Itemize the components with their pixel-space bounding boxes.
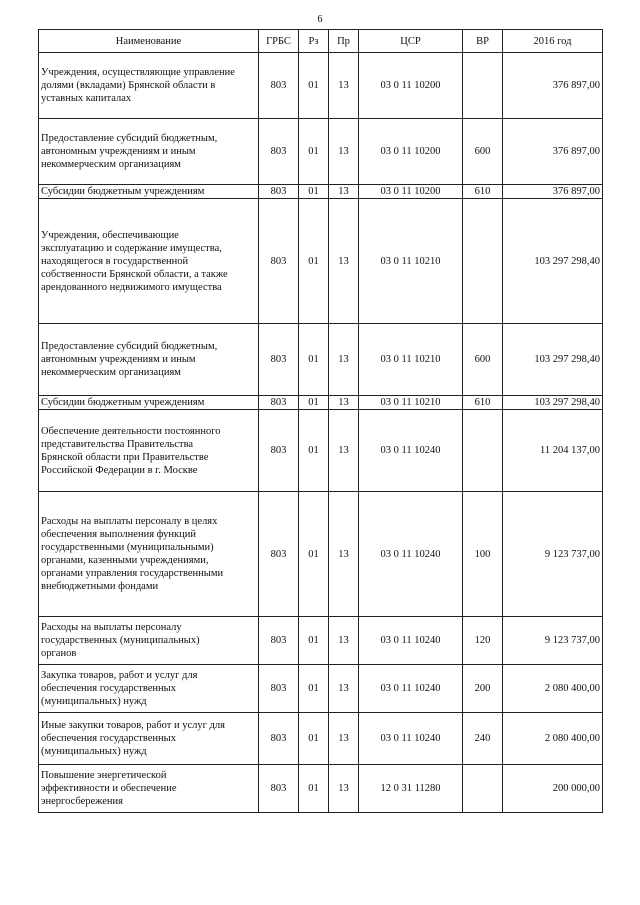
name-cell: Расходы на выплаты персоналу государственных (муниципальных) органов xyxy=(39,617,259,665)
vr-cell: 240 xyxy=(463,713,503,765)
pr-cell: 13 xyxy=(329,324,359,396)
table-body xyxy=(39,53,603,813)
name-cell: Субсидии бюджетным учреждениям xyxy=(39,185,259,199)
header-row xyxy=(39,30,603,53)
pr-cell: 13 xyxy=(329,410,359,492)
csr-cell: 03 0 11 10240 xyxy=(359,410,463,492)
vr-cell: 200 xyxy=(463,665,503,713)
csr-cell: 03 0 11 10200 xyxy=(359,119,463,185)
amount-cell: 376 897,00 xyxy=(503,119,603,185)
table-row xyxy=(39,119,603,185)
name-cell: Закупка товаров, работ и услуг для обеспечения государственных (муниципальных) нужд xyxy=(39,665,259,713)
header-amount: 2016 год xyxy=(503,30,603,53)
vr-cell xyxy=(463,765,503,813)
vr-cell: 120 xyxy=(463,617,503,665)
rz-cell: 01 xyxy=(299,665,329,713)
amount-cell: 376 897,00 xyxy=(503,53,603,119)
rz-cell: 01 xyxy=(299,713,329,765)
table-row xyxy=(39,199,603,324)
vr-cell: 610 xyxy=(463,396,503,410)
csr-cell: 03 0 11 10210 xyxy=(359,396,463,410)
pr-cell: 13 xyxy=(329,492,359,617)
rz-cell: 01 xyxy=(299,765,329,813)
grbs-cell: 803 xyxy=(259,410,299,492)
table-row xyxy=(39,324,603,396)
page-number: 6 xyxy=(317,14,323,25)
grbs-cell: 803 xyxy=(259,53,299,119)
vr-cell: 600 xyxy=(463,324,503,396)
pr-cell: 13 xyxy=(329,119,359,185)
grbs-cell: 803 xyxy=(259,665,299,713)
table-row xyxy=(39,53,603,119)
amount-cell: 9 123 737,00 xyxy=(503,617,603,665)
table-row xyxy=(39,665,603,713)
rz-cell: 01 xyxy=(299,119,329,185)
name-cell: Иные закупки товаров, работ и услуг для обеспечения государственных (муниципальных) нужд xyxy=(39,713,259,765)
grbs-cell: 803 xyxy=(259,492,299,617)
table-row xyxy=(39,617,603,665)
name-cell: Учреждения, обеспечивающие эксплуатацию и содержание имущества, находящегося в государственной собственности Брянской области, а также арендованного недвижимого имущества xyxy=(39,199,259,324)
name-cell: Предоставление субсидий бюджетным, автономным учреждениям и иным некоммерческим организациям xyxy=(39,324,259,396)
csr-cell: 03 0 11 10240 xyxy=(359,665,463,713)
name-cell: Повышение энергетической эффективности и обеспечение энергосбережения xyxy=(39,765,259,813)
header-vr: ВР xyxy=(463,30,503,53)
vr-cell xyxy=(463,410,503,492)
rz-cell: 01 xyxy=(299,324,329,396)
grbs-cell: 803 xyxy=(259,199,299,324)
csr-cell: 03 0 11 10240 xyxy=(359,713,463,765)
csr-cell: 03 0 11 10210 xyxy=(359,199,463,324)
grbs-cell: 803 xyxy=(259,396,299,410)
rz-cell: 01 xyxy=(299,199,329,324)
rz-cell: 01 xyxy=(299,396,329,410)
table-row xyxy=(39,185,603,199)
amount-cell: 2 080 400,00 xyxy=(503,713,603,765)
pr-cell: 13 xyxy=(329,396,359,410)
table-row xyxy=(39,713,603,765)
vr-cell xyxy=(463,199,503,324)
vr-cell: 600 xyxy=(463,119,503,185)
table-row xyxy=(39,765,603,813)
csr-cell: 03 0 11 10240 xyxy=(359,492,463,617)
pr-cell: 13 xyxy=(329,53,359,119)
rz-cell: 01 xyxy=(299,410,329,492)
pr-cell: 13 xyxy=(329,765,359,813)
csr-cell: 03 0 11 10240 xyxy=(359,617,463,665)
table-row xyxy=(39,410,603,492)
pr-cell: 13 xyxy=(329,665,359,713)
vr-cell: 100 xyxy=(463,492,503,617)
pr-cell: 13 xyxy=(329,713,359,765)
grbs-cell: 803 xyxy=(259,713,299,765)
pr-cell: 13 xyxy=(329,199,359,324)
grbs-cell: 803 xyxy=(259,185,299,199)
amount-cell: 11 204 137,00 xyxy=(503,410,603,492)
amount-cell: 103 297 298,40 xyxy=(503,199,603,324)
amount-cell: 2 080 400,00 xyxy=(503,665,603,713)
vr-cell xyxy=(463,53,503,119)
amount-cell: 9 123 737,00 xyxy=(503,492,603,617)
amount-cell: 103 297 298,40 xyxy=(503,396,603,410)
grbs-cell: 803 xyxy=(259,617,299,665)
grbs-cell: 803 xyxy=(259,119,299,185)
header-rz: Рз xyxy=(299,30,329,53)
rz-cell: 01 xyxy=(299,492,329,617)
csr-cell: 03 0 11 10210 xyxy=(359,324,463,396)
name-cell: Предоставление субсидий бюджетным, автономным учреждениям и иным некоммерческим организациям xyxy=(39,119,259,185)
csr-cell: 03 0 11 10200 xyxy=(359,53,463,119)
rz-cell: 01 xyxy=(299,53,329,119)
name-cell: Расходы на выплаты персоналу в целях обеспечения выполнения функций государственными (муниципальными) органами, казенными учреждениями, органами управления государственными внебюджетными фондами xyxy=(39,492,259,617)
rz-cell: 01 xyxy=(299,185,329,199)
table-row xyxy=(39,396,603,410)
name-cell: Учреждения, осуществляющие управление долями (вкладами) Брянской области в уставных капиталах xyxy=(39,53,259,119)
grbs-cell: 803 xyxy=(259,765,299,813)
csr-cell: 03 0 11 10200 xyxy=(359,185,463,199)
header-name: Наименование xyxy=(39,30,259,53)
header-grbs: ГРБС xyxy=(259,30,299,53)
vr-cell: 610 xyxy=(463,185,503,199)
table-row xyxy=(39,492,603,617)
pr-cell: 13 xyxy=(329,617,359,665)
grbs-cell: 803 xyxy=(259,324,299,396)
amount-cell: 376 897,00 xyxy=(503,185,603,199)
amount-cell: 200 000,00 xyxy=(503,765,603,813)
header-csr: ЦСР xyxy=(359,30,463,53)
rz-cell: 01 xyxy=(299,617,329,665)
amount-cell: 103 297 298,40 xyxy=(503,324,603,396)
header-pr: Пр xyxy=(329,30,359,53)
csr-cell: 12 0 31 11280 xyxy=(359,765,463,813)
name-cell: Обеспечение деятельности постоянного представительства Правительства Брянской области при Правительстве Российской Федерации в г. Москве xyxy=(39,410,259,492)
budget-table xyxy=(38,29,603,813)
name-cell: Субсидии бюджетным учреждениям xyxy=(39,396,259,410)
pr-cell: 13 xyxy=(329,185,359,199)
